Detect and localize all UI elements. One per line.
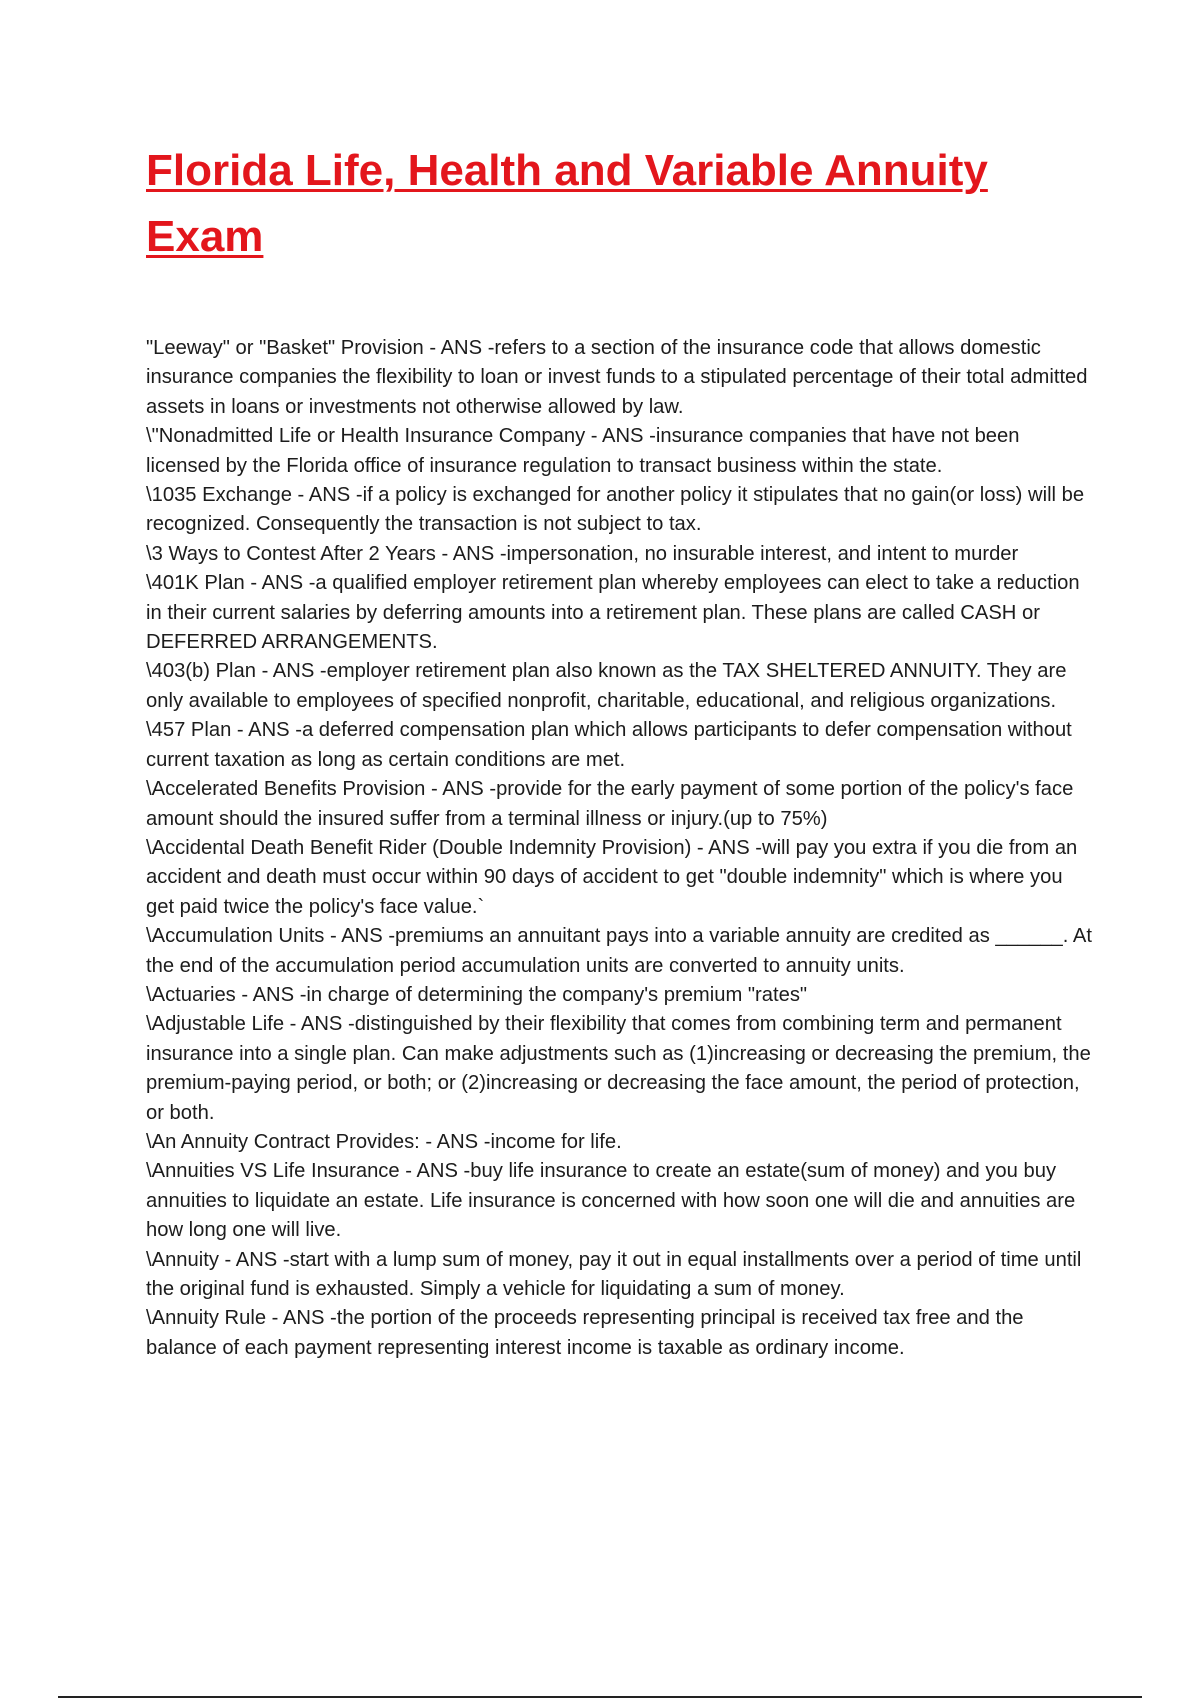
flashcard-entry: \Actuaries - ANS -in charge of determining the company's premium "rates" <box>146 983 808 1006</box>
flashcard-entry: \An Annuity Contract Provides: - ANS -income for life. <box>146 1130 622 1153</box>
flashcard-entry: \Annuity - ANS -start with a lump sum of money, pay it out in equal installments over a period of time until the original fund is exhausted. Simply a vehicle for liquidating a sum of money. <box>146 1248 1082 1300</box>
flashcard-entry: \Adjustable Life - ANS -distinguished by their flexibility that comes from combining term and permanent insurance into a single plan. Can make adjustments such as (1)increasing or decreasing the premium, the premium-paying period, or both; or (2)increasing or decreasing the face amount, the period of protection, or both. <box>146 1013 1091 1124</box>
flashcard-entry: \Accidental Death Benefit Rider (Double Indemnity Provision) - ANS -will pay you extra if you die from an accident and death must occur within 90 days of accident to get "double indemnity" which is where you get paid twice the policy's face value.` <box>146 836 1078 918</box>
document-title: Florida Life, Health and Variable Annuity Exam <box>146 146 988 261</box>
flashcard-entry: \1035 Exchange - ANS -if a policy is exchanged for another policy it stipulates that no gain(or loss) will be recognized. Consequently the transaction is not subject to tax. <box>146 484 1085 536</box>
flashcard-entry: \Accelerated Benefits Provision - ANS -provide for the early payment of some portion of the policy's face amount should the insured suffer from a terminal illness or injury.(up to 75%) <box>146 778 1074 830</box>
flashcard-entry: \401K Plan - ANS -a qualified employer retirement plan whereby employees can elect to take a reduction in their current salaries by deferring amounts into a retirement plan. These plans are called CASH or DEFERRED ARRANGEMENTS. <box>146 572 1080 654</box>
flashcard-list <box>146 334 1096 1363</box>
footer-divider <box>58 1696 1142 1698</box>
flashcard-entry: "Leeway" or "Basket" Provision - ANS -refers to a section of the insurance code that allows domestic insurance companies the flexibility to loan or invest funds to a stipulated percentage of their total admitted assets in loans or investments not otherwise allowed by law. <box>146 337 1088 418</box>
flashcard-entry: \Accumulation Units - ANS -premiums an annuitant pays into a variable annuity are credited as ______. At the end of the accumulation period accumulation units are converted to annuity units. <box>146 925 1092 977</box>
flashcard-entry: \Annuity Rule - ANS -the portion of the proceeds representing principal is received tax free and the balance of each payment representing interest income is taxable as ordinary income. <box>146 1307 1024 1359</box>
flashcard-entry: \3 Ways to Contest After 2 Years - ANS -impersonation, no insurable interest, and intent to murder <box>146 542 1019 565</box>
flashcard-entry: \403(b) Plan - ANS -employer retirement plan also known as the TAX SHELTERED ANNUITY. They are only available to employees of specified nonprofit, charitable, educational, and religious organizations. <box>146 660 1067 712</box>
flashcard-entry: \457 Plan - ANS -a deferred compensation plan which allows participants to defer compensation without current taxation as long as certain conditions are met. <box>146 719 1072 771</box>
flashcard-entry: \Annuities VS Life Insurance - ANS -buy life insurance to create an estate(sum of money) and you buy annuities to liquidate an estate. Life insurance is concerned with how soon one will die and annuities are how long one will live. <box>146 1160 1076 1242</box>
flashcard-entry: \"Nonadmitted Life or Health Insurance Company - ANS -insurance companies that have not been licensed by the Florida office of insurance regulation to transact business within the state. <box>146 425 1020 477</box>
